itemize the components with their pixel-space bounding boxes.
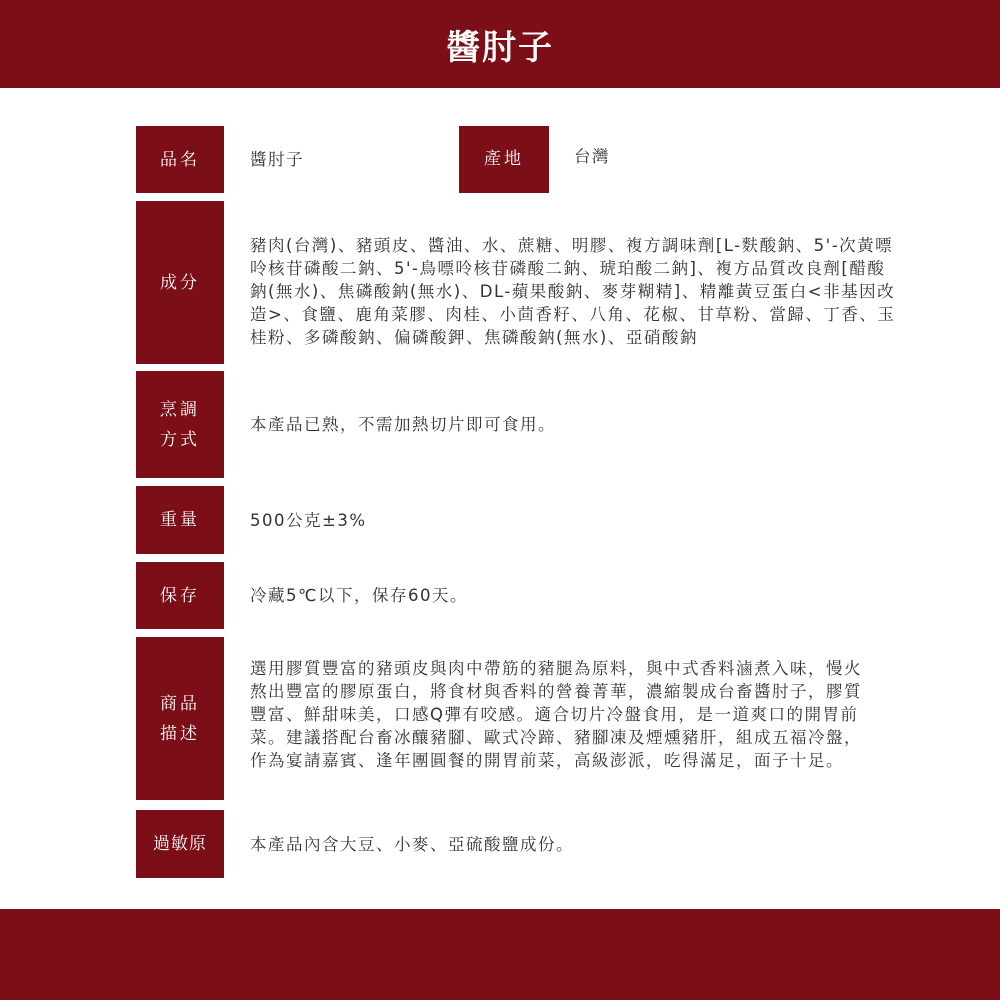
header-bar [0, 0, 1000, 88]
description-value [250, 657, 878, 782]
allergen-label [136, 810, 224, 878]
description-value-text: 選用膠質豐富的豬頭皮與肉中帶筋的豬腿為原料，與中式香料滷煮入味，慢火熬出豐富的膠原蛋白，將食材與香料的營養菁華，濃縮製成台畜醬肘子，膠質豐富、鮮甜味美，口感Q彈有咬感。適合切片冷盤食用，是一道爽口的開胃前菜。建議搭配台畜冰釀豬腳、歐式冷蹄、豬腳凍及煙燻豬肝，組成五福冷盤，作為宴請嘉賓、逢年團圓餐的開胃前菜，高級澎派，吃得滿足，面子十足。 [250, 659, 862, 770]
weight-value [250, 486, 898, 554]
cooking-label-text: 烹調方式 [160, 399, 200, 450]
cooking-label [136, 371, 224, 478]
footer-bar [0, 909, 1000, 1000]
name-label [136, 126, 224, 193]
ingredients-label-text: 成分 [160, 272, 200, 293]
allergen-value-text: 本產品內含大豆、小麥、亞硫酸鹽成份。 [250, 834, 574, 854]
storage-label-text: 保存 [160, 585, 200, 606]
storage-label [136, 562, 224, 629]
description-label [136, 637, 224, 800]
weight-label-text: 重量 [160, 510, 200, 530]
name-label-text: 品名 [160, 149, 200, 170]
weight-label [136, 486, 224, 554]
origin-value: 台灣 [574, 147, 610, 166]
weight-value-text: 500公克±3% [250, 510, 367, 530]
origin-label-text: 產地 [484, 149, 524, 169]
description-label-text: 商品描述 [160, 693, 200, 744]
cooking-value [250, 371, 898, 478]
ingredients-value [250, 234, 898, 354]
allergen-value [250, 810, 898, 878]
storage-value [250, 562, 898, 629]
name-value-text: 醬肘子 [250, 150, 304, 169]
ingredients-value-text: 豬肉(台灣)、豬頭皮、醬油、水、蔗糖、明膠、複方調味劑[L-麩酸鈉、5'-次黃嘌呤核苷磷酸二鈉、5'-鳥嘌呤核苷磷酸二鈉、琥珀酸二鈉]、複方品質改良劑[醋酸鈉(無水)、焦磷酸鈉(無水)、DL-蘋果酸鈉、麥芽糊精]、精離黃豆蛋白<非基因改造>、食鹽、鹿角菜膠、肉桂、小茴香籽、八角、花椒、甘草粉、當歸、丁香、玉桂粉、多磷酸鈉、偏磷酸鉀、焦磷酸鈉(無水)、亞硝酸鈉 [250, 236, 896, 347]
origin-label [459, 126, 549, 193]
cooking-value-text: 本產品已熟，不需加熱切片即可食用。 [250, 415, 556, 434]
ingredients-label [136, 201, 224, 364]
storage-value-text: 冷藏5℃以下，保存60天。 [250, 586, 469, 605]
page-title: 醬肘子 [446, 27, 554, 68]
allergen-label-text: 過敏原 [153, 834, 207, 854]
